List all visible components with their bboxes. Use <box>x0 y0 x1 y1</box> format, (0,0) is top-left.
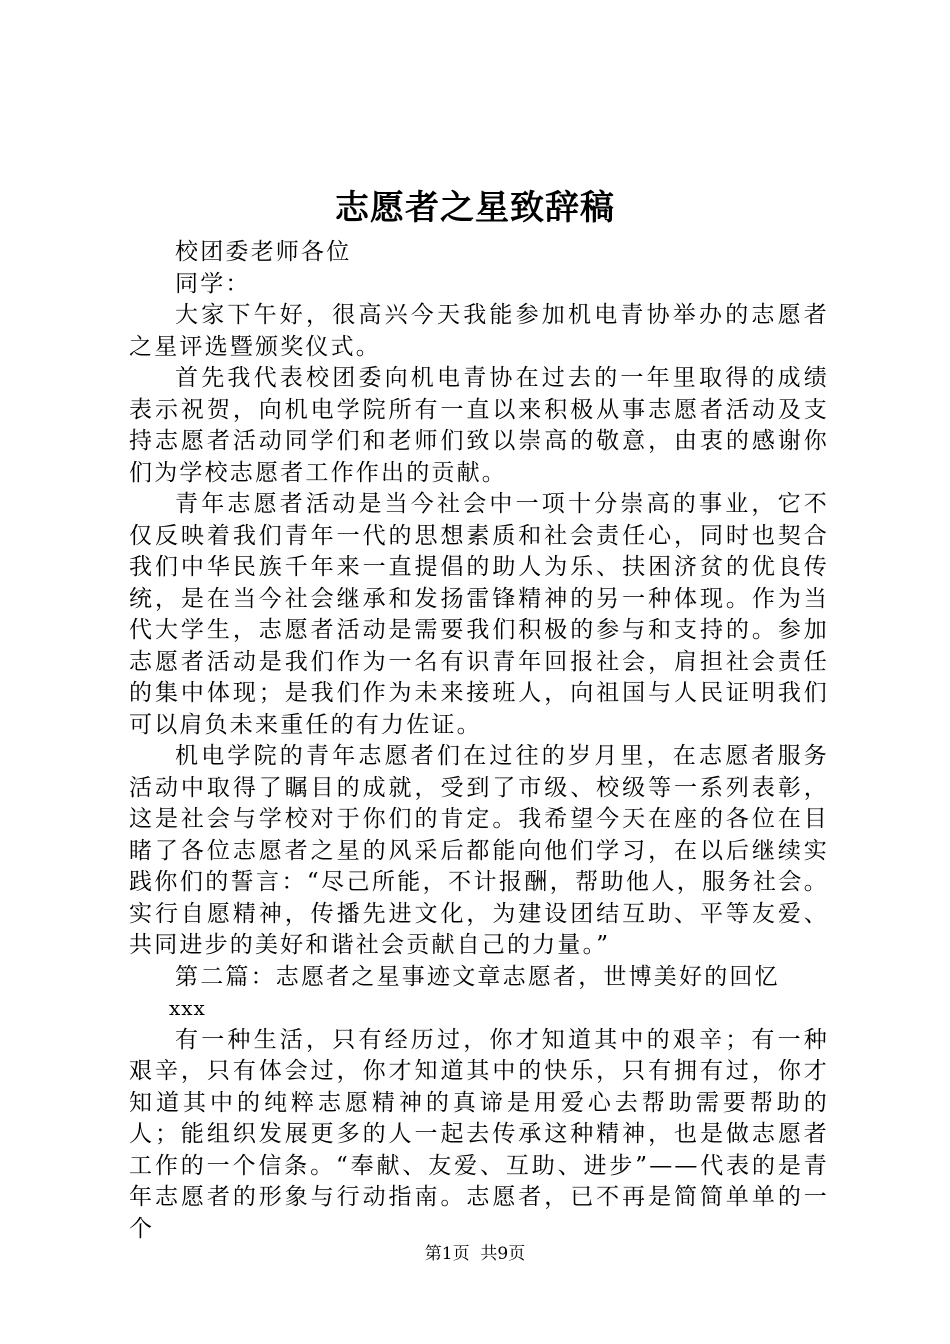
document-body <box>129 237 829 1245</box>
paragraph-achievements: 机电学院的青年志愿者们在过往的岁月里，在志愿者服务活动中取得了瞩目的成就，受到了市级、校级等一系列表彰，这是社会与学校对于你们的肯定。我希望今天在座的各位在目睹了各位志愿者之星的风采后都能向他们学习，在以后继续实践你们的誓言：“尽己所能，不计报酬，帮助他人，服务社会。实行自愿精神，传播先进文化，为建设团结互助、平等友爱、共同进步的美好和谐社会贡献自己的力量。” <box>129 743 829 958</box>
paragraph-congratulations: 首先我代表校团委向机电青协在过去的一年里取得的成绩表示祝贺，向机电学院所有一直以来积极从事志愿者活动及支持志愿者活动同学们和老师们致以崇高的敬意，由衷的感谢你们为学校志愿者工作作出的贡献。 <box>129 365 829 486</box>
salutation-line-2: 同学： <box>175 270 251 297</box>
salutation-line-1: 校团委老师各位 <box>175 239 352 265</box>
page-footer <box>0 1242 950 1266</box>
paragraph-volunteer-life: 有一种生活，只有经历过，你才知道其中的艰辛；有一种艰辛，只有体会过，你才知道其中的快乐，只有拥有过，你才知道其中的纯粹志愿精神的真谛是用爱心去帮助需要帮助的人；能组织发展更多的人一起去传承这种精神，也是做志愿者工作的一个信条。“奉献、友爱、互助、进步”——代表的是青年志愿者的形象与行动指南。志愿者，已不再是简简单单的一个 <box>129 1026 829 1242</box>
section-heading-part-two: 第二篇：志愿者之星事迹文章志愿者，世博美好的回忆 <box>175 963 780 990</box>
author-name: xxx <box>169 996 206 1020</box>
paragraph-volunteer-significance: 青年志愿者活动是当今社会中一项十分崇高的事业，它不仅反映着我们青年一代的思想素质和社会责任心，同时也契合我们中华民族千年来一直提倡的助人为乐、扶困济贫的优良传统，是在当今社会继承和发扬雷锋精神的另一种体现。作为当代大学生，志愿者活动是需要我们积极的参与和支持的。参加志愿者活动是我们作为一名有识青年回报社会，肩担社会责任的集中体现；是我们作为未来接班人，向祖国与人民证明我们可以肩负未来重任的有力佐证。 <box>129 491 829 738</box>
document-title: 志愿者之星致辞稿 <box>335 188 615 228</box>
paragraph-greeting: 大家下午好，很高兴今天我能参加机电青协举办的志愿者之星评选暨颁奖仪式。 <box>129 302 829 360</box>
page-number: 第1页 共9页 <box>424 1244 526 1264</box>
